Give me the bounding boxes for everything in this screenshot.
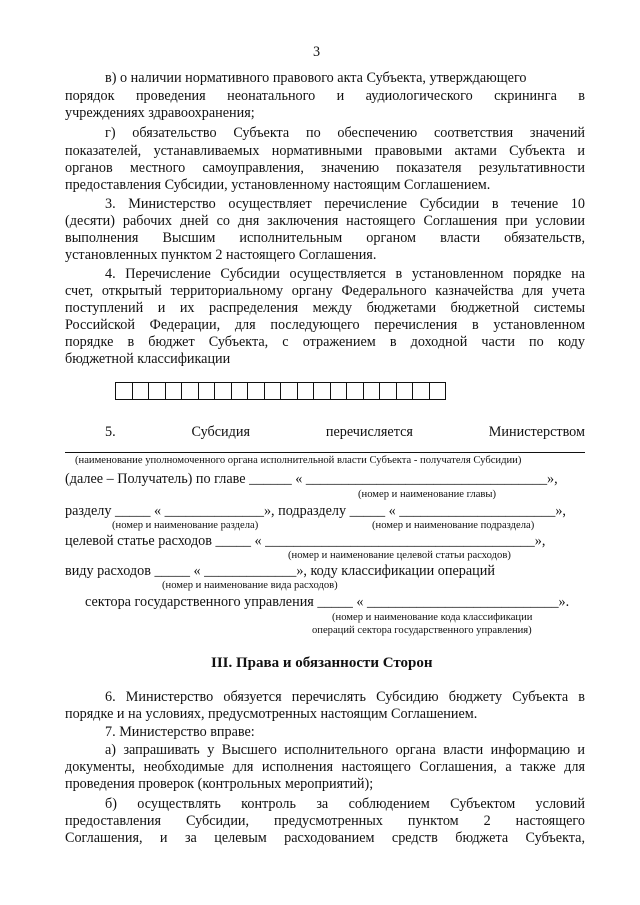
code-box: [264, 382, 282, 400]
para-7b-line-2: предоставления Субсидии, предусмотренных пунктом 2 настоящего: [65, 813, 585, 829]
line-razdel: разделу _____ « ______________», подразделу _____ « ______________________»,: [65, 503, 566, 519]
para-4-line-4: Российской Федерации, для последующего перечисления в установленном: [65, 317, 585, 333]
caption-kosgu-2: операций сектора государственного управления): [312, 625, 532, 636]
para-3-line-2: (десяти) рабочих дней со дня заключения настоящего Соглашения при условии: [65, 213, 585, 229]
page-number: 3: [313, 44, 321, 60]
text-word: Министерством: [488, 424, 585, 440]
code-box: [379, 382, 397, 400]
para-7a-line-2: документы, необходимые для исполнения настоящего Соглашения, а также для: [65, 759, 585, 775]
budget-code-boxes: [115, 382, 445, 400]
line-glava: (далее – Получатель) по главе ______ « __________________________________»,: [65, 471, 558, 487]
para-7b-line-1: б) осуществлять контроль за соблюдением Субъектом условий: [105, 796, 585, 812]
para-4-line-2: счет, открытый территориальному органу Федерального казначейства для учета: [65, 283, 585, 299]
para-g-line-3: органов местного самоуправления, значению показателя результативности: [65, 160, 585, 176]
para-3-line-3: выполнения Высшим исполнительным органом власти обязательств,: [65, 230, 585, 246]
code-box: [396, 382, 414, 400]
code-box: [181, 382, 199, 400]
code-box: [198, 382, 216, 400]
para-6-line-2: порядке и на условиях, предусмотренных настоящим Соглашением.: [65, 706, 478, 722]
para-g-line-4: предоставления Субсидии, установленному настоящим Соглашением.: [65, 177, 491, 193]
para-5-number: 5.: [105, 424, 116, 440]
section-heading: III. Права и обязанности Сторон: [211, 655, 433, 671]
code-box: [132, 382, 150, 400]
code-box: [313, 382, 331, 400]
code-box: [214, 382, 232, 400]
para-g-line-1: г) обязательство Субъекта по обеспечению соответствия значений: [105, 125, 585, 141]
para-3-line-4: установленных пунктом 2 настоящего Соглашения.: [65, 247, 377, 263]
code-box: [231, 382, 249, 400]
caption-podrazdel: (номер и наименование подраздела): [372, 520, 535, 531]
code-box: [363, 382, 381, 400]
para-g-line-2: показателей, устанавливаемых нормативными правовыми актами Субъекта и: [65, 143, 585, 159]
para-4-line-5: порядке в бюджет Субъекта, с отражением в доходной части по коду: [65, 334, 585, 350]
code-box: [330, 382, 348, 400]
text-word: Субсидия: [191, 424, 250, 440]
code-box: [247, 382, 265, 400]
code-box: [346, 382, 364, 400]
para-v-line-3: учреждениях здравоохранения;: [65, 105, 255, 121]
code-box: [297, 382, 315, 400]
para-v-line-2: порядок проведения неонатального и аудиологического скрининга в: [65, 88, 585, 104]
code-box: [429, 382, 447, 400]
para-3-line-1: 3. Министерство осуществляет перечисление Субсидии в течение 10: [105, 196, 585, 212]
recipient-fill-line: [65, 452, 585, 453]
code-box: [115, 382, 133, 400]
text-word: перечисляется: [325, 424, 413, 440]
code-box: [280, 382, 298, 400]
para-v-line-1: [105, 70, 585, 86]
para-4-line-1: 4. Перечисление Субсидии осуществляется в установленном порядке на: [105, 266, 585, 282]
code-box: [412, 382, 430, 400]
caption-glava: (номер и наименование главы): [358, 489, 497, 500]
caption-recipient: (наименование уполномоченного органа исполнительной власти Субъекта - получателя Субсидии): [75, 455, 522, 466]
para-7a-line-1: а) запрашивать у Высшего исполнительного органа власти информацию и: [105, 742, 585, 758]
para-4-line-6: бюджетной классификации: [65, 351, 231, 367]
para-7a-line-3: проведения проверок (контрольных мероприятий);: [65, 776, 374, 792]
line-vr: виду расходов _____ « _____________», коду классификации операций: [65, 563, 495, 579]
para-4-line-3: поступлений и их распределения между бюджетами бюджетной системы: [65, 300, 585, 316]
para-6-line-1: 6. Министерство обязуется перечислять Субсидию бюджету Субъекта в: [105, 689, 585, 705]
code-box: [165, 382, 183, 400]
line-csr: целевой статье расходов _____ « ______________________________________»,: [65, 533, 546, 549]
para-7b-line-3: Соглашения, и за целевым расходованием средств бюджета Субъекта,: [65, 830, 585, 846]
text-line: в) о наличии нормативного правового акта Субъекта, утверждающего: [105, 70, 527, 86]
caption-razdel: (номер и наименование раздела): [112, 520, 259, 531]
para-5-line-1: [105, 424, 585, 440]
para-7-line: 7. Министерство вправе:: [105, 724, 255, 740]
caption-vr: (номер и наименование вида расходов): [162, 580, 338, 591]
line-kosgu: сектора государственного управления _____ « ___________________________».: [85, 594, 570, 610]
code-box: [148, 382, 166, 400]
caption-csr: (номер и наименование целевой статьи расходов): [288, 550, 511, 561]
caption-kosgu-1: (номер и наименование кода классификации: [332, 612, 533, 623]
